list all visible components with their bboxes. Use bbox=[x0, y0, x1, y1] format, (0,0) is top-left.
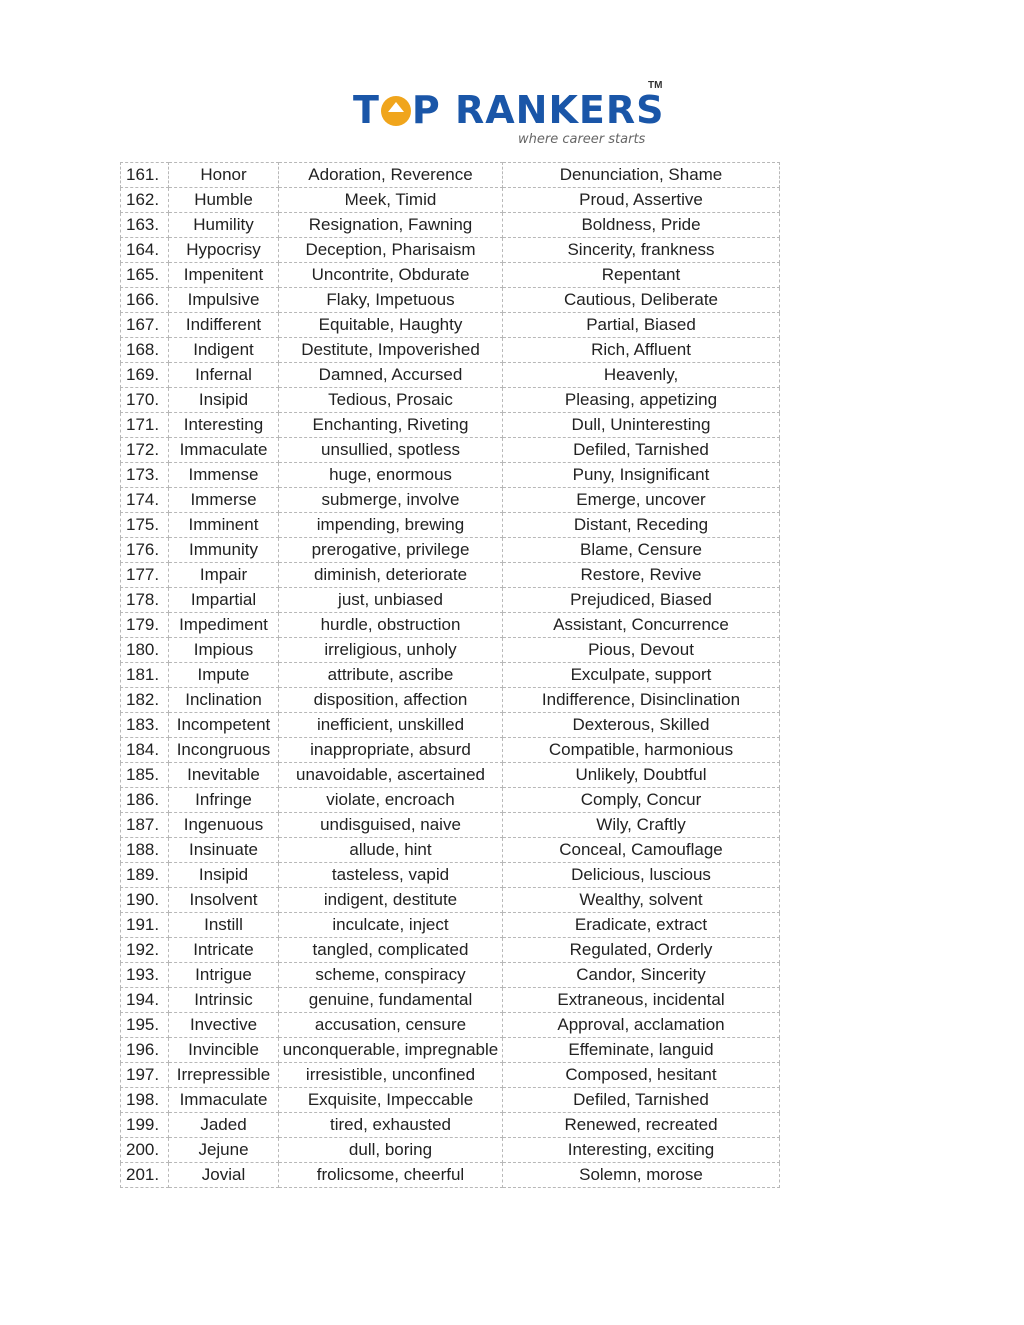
word-cell: Indigent bbox=[169, 338, 279, 363]
row-number: 188. bbox=[121, 838, 169, 863]
antonyms-cell: Eradicate, extract bbox=[503, 913, 780, 938]
word-cell: Immunity bbox=[169, 538, 279, 563]
antonyms-cell: Indifference, Disinclination bbox=[503, 688, 780, 713]
word-cell: Jejune bbox=[169, 1138, 279, 1163]
synonyms-cell: disposition, affection bbox=[279, 688, 503, 713]
word-cell: Insipid bbox=[169, 388, 279, 413]
table-row bbox=[121, 763, 780, 788]
word-cell: Inevitable bbox=[169, 763, 279, 788]
synonyms-cell: Damned, Accursed bbox=[279, 363, 503, 388]
row-number: 195. bbox=[121, 1013, 169, 1038]
antonyms-cell: Candor, Sincerity bbox=[503, 963, 780, 988]
antonyms-cell: Effeminate, languid bbox=[503, 1038, 780, 1063]
antonyms-cell: Repentant bbox=[503, 263, 780, 288]
synonyms-cell: irreligious, unholy bbox=[279, 638, 503, 663]
antonyms-cell: Puny, Insignificant bbox=[503, 463, 780, 488]
row-number: 193. bbox=[121, 963, 169, 988]
antonyms-cell: Heavenly, bbox=[503, 363, 780, 388]
synonyms-cell: violate, encroach bbox=[279, 788, 503, 813]
word-cell: Impair bbox=[169, 563, 279, 588]
antonyms-cell: Wily, Craftly bbox=[503, 813, 780, 838]
row-number: 183. bbox=[121, 713, 169, 738]
word-cell: Insolvent bbox=[169, 888, 279, 913]
antonyms-cell: Defiled, Tarnished bbox=[503, 438, 780, 463]
synonyms-cell: Tedious, Prosaic bbox=[279, 388, 503, 413]
toprankers-logo bbox=[350, 80, 680, 150]
row-number: 178. bbox=[121, 588, 169, 613]
row-number: 194. bbox=[121, 988, 169, 1013]
table-row bbox=[121, 488, 780, 513]
row-number: 187. bbox=[121, 813, 169, 838]
row-number: 173. bbox=[121, 463, 169, 488]
table-row bbox=[121, 1088, 780, 1113]
row-number: 174. bbox=[121, 488, 169, 513]
synonyms-cell: inappropriate, absurd bbox=[279, 738, 503, 763]
word-cell: Invincible bbox=[169, 1038, 279, 1063]
antonyms-cell: Conceal, Camouflage bbox=[503, 838, 780, 863]
logo-o-arrow-icon bbox=[381, 96, 411, 126]
antonyms-cell: Interesting, exciting bbox=[503, 1138, 780, 1163]
synonyms-cell: huge, enormous bbox=[279, 463, 503, 488]
synonyms-cell: Adoration, Reverence bbox=[279, 163, 503, 188]
synonyms-cell: allude, hint bbox=[279, 838, 503, 863]
row-number: 161. bbox=[121, 163, 169, 188]
synonyms-cell: Uncontrite, Obdurate bbox=[279, 263, 503, 288]
row-number: 163. bbox=[121, 213, 169, 238]
synonyms-cell: Deception, Pharisaism bbox=[279, 238, 503, 263]
word-cell: Humility bbox=[169, 213, 279, 238]
antonyms-cell: Defiled, Tarnished bbox=[503, 1088, 780, 1113]
antonyms-cell: Partial, Biased bbox=[503, 313, 780, 338]
table-row bbox=[121, 813, 780, 838]
row-number: 198. bbox=[121, 1088, 169, 1113]
row-number: 182. bbox=[121, 688, 169, 713]
table-row bbox=[121, 688, 780, 713]
synonyms-cell: prerogative, privilege bbox=[279, 538, 503, 563]
synonyms-cell: genuine, fundamental bbox=[279, 988, 503, 1013]
word-cell: Irrepressible bbox=[169, 1063, 279, 1088]
antonyms-cell: Proud, Assertive bbox=[503, 188, 780, 213]
antonyms-cell: Cautious, Deliberate bbox=[503, 288, 780, 313]
word-cell: Invective bbox=[169, 1013, 279, 1038]
table-row bbox=[121, 388, 780, 413]
row-number: 190. bbox=[121, 888, 169, 913]
table-row bbox=[121, 263, 780, 288]
table-row bbox=[121, 363, 780, 388]
table-row bbox=[121, 938, 780, 963]
word-cell: Incompetent bbox=[169, 713, 279, 738]
synonyms-cell: submerge, involve bbox=[279, 488, 503, 513]
synonyms-cell: tangled, complicated bbox=[279, 938, 503, 963]
antonyms-cell: Pleasing, appetizing bbox=[503, 388, 780, 413]
synonyms-cell: indigent, destitute bbox=[279, 888, 503, 913]
synonyms-cell: tired, exhausted bbox=[279, 1113, 503, 1138]
synonyms-cell: irresistible, unconfined bbox=[279, 1063, 503, 1088]
word-cell: Impute bbox=[169, 663, 279, 688]
word-cell: Impediment bbox=[169, 613, 279, 638]
word-cell: Insinuate bbox=[169, 838, 279, 863]
table-row bbox=[121, 213, 780, 238]
synonyms-cell: attribute, ascribe bbox=[279, 663, 503, 688]
word-cell: Jaded bbox=[169, 1113, 279, 1138]
vocabulary-table bbox=[120, 162, 780, 1188]
word-cell: Inclination bbox=[169, 688, 279, 713]
vocabulary-table-body bbox=[121, 163, 780, 1188]
row-number: 191. bbox=[121, 913, 169, 938]
word-cell: Interesting bbox=[169, 413, 279, 438]
row-number: 172. bbox=[121, 438, 169, 463]
antonyms-cell: Comply, Concur bbox=[503, 788, 780, 813]
row-number: 169. bbox=[121, 363, 169, 388]
word-cell: Impious bbox=[169, 638, 279, 663]
antonyms-cell: Denunciation, Shame bbox=[503, 163, 780, 188]
row-number: 177. bbox=[121, 563, 169, 588]
antonyms-cell: Unlikely, Doubtful bbox=[503, 763, 780, 788]
table-row bbox=[121, 888, 780, 913]
logo-tagline: where career starts bbox=[518, 132, 646, 147]
word-cell: Immense bbox=[169, 463, 279, 488]
table-row bbox=[121, 413, 780, 438]
table-row bbox=[121, 1013, 780, 1038]
table-row bbox=[121, 638, 780, 663]
table-row bbox=[121, 613, 780, 638]
logo-brand-prefix: T bbox=[353, 88, 380, 132]
antonyms-cell: Blame, Censure bbox=[503, 538, 780, 563]
antonyms-cell: Prejudiced, Biased bbox=[503, 588, 780, 613]
table-row bbox=[121, 438, 780, 463]
row-number: 166. bbox=[121, 288, 169, 313]
word-cell: Instill bbox=[169, 913, 279, 938]
word-cell: Immaculate bbox=[169, 1088, 279, 1113]
antonyms-cell: Assistant, Concurrence bbox=[503, 613, 780, 638]
word-cell: Immaculate bbox=[169, 438, 279, 463]
synonyms-cell: diminish, deteriorate bbox=[279, 563, 503, 588]
word-cell: Impenitent bbox=[169, 263, 279, 288]
antonyms-cell: Approval, acclamation bbox=[503, 1013, 780, 1038]
antonyms-cell: Rich, Affluent bbox=[503, 338, 780, 363]
word-cell: Honor bbox=[169, 163, 279, 188]
antonyms-cell: Renewed, recreated bbox=[503, 1113, 780, 1138]
word-cell: Immerse bbox=[169, 488, 279, 513]
row-number: 199. bbox=[121, 1113, 169, 1138]
row-number: 200. bbox=[121, 1138, 169, 1163]
table-row bbox=[121, 1113, 780, 1138]
table-row bbox=[121, 838, 780, 863]
row-number: 181. bbox=[121, 663, 169, 688]
row-number: 171. bbox=[121, 413, 169, 438]
antonyms-cell: Compatible, harmonious bbox=[503, 738, 780, 763]
word-cell: Ingenuous bbox=[169, 813, 279, 838]
table-row bbox=[121, 663, 780, 688]
synonyms-cell: dull, boring bbox=[279, 1138, 503, 1163]
table-row bbox=[121, 713, 780, 738]
row-number: 162. bbox=[121, 188, 169, 213]
synonyms-cell: Exquisite, Impeccable bbox=[279, 1088, 503, 1113]
antonyms-cell: Composed, hesitant bbox=[503, 1063, 780, 1088]
table-row bbox=[121, 513, 780, 538]
row-number: 170. bbox=[121, 388, 169, 413]
logo-brand-suffix: P RANKERS bbox=[411, 88, 665, 132]
row-number: 175. bbox=[121, 513, 169, 538]
table-row bbox=[121, 863, 780, 888]
row-number: 189. bbox=[121, 863, 169, 888]
table-row bbox=[121, 1163, 780, 1188]
row-number: 176. bbox=[121, 538, 169, 563]
table-row bbox=[121, 238, 780, 263]
synonyms-cell: Flaky, Impetuous bbox=[279, 288, 503, 313]
synonyms-cell: unsullied, spotless bbox=[279, 438, 503, 463]
synonyms-cell: unconquerable, impregnable bbox=[279, 1038, 503, 1063]
antonyms-cell: Solemn, morose bbox=[503, 1163, 780, 1188]
antonyms-cell: Wealthy, solvent bbox=[503, 888, 780, 913]
table-row bbox=[121, 463, 780, 488]
table-row bbox=[121, 188, 780, 213]
table-row bbox=[121, 563, 780, 588]
row-number: 196. bbox=[121, 1038, 169, 1063]
synonyms-cell: Resignation, Fawning bbox=[279, 213, 503, 238]
row-number: 179. bbox=[121, 613, 169, 638]
antonyms-cell: Sincerity, frankness bbox=[503, 238, 780, 263]
row-number: 192. bbox=[121, 938, 169, 963]
word-cell: Impartial bbox=[169, 588, 279, 613]
word-cell: Jovial bbox=[169, 1163, 279, 1188]
antonyms-cell: Exculpate, support bbox=[503, 663, 780, 688]
word-cell: Intricate bbox=[169, 938, 279, 963]
row-number: 197. bbox=[121, 1063, 169, 1088]
word-cell: Incongruous bbox=[169, 738, 279, 763]
word-cell: Impulsive bbox=[169, 288, 279, 313]
antonyms-cell: Dull, Uninteresting bbox=[503, 413, 780, 438]
table-row bbox=[121, 738, 780, 763]
word-cell: Imminent bbox=[169, 513, 279, 538]
table-row bbox=[121, 988, 780, 1013]
row-number: 167. bbox=[121, 313, 169, 338]
antonyms-cell: Emerge, uncover bbox=[503, 488, 780, 513]
table-row bbox=[121, 288, 780, 313]
table-row bbox=[121, 538, 780, 563]
row-number: 185. bbox=[121, 763, 169, 788]
table-row bbox=[121, 313, 780, 338]
row-number: 180. bbox=[121, 638, 169, 663]
synonyms-cell: Equitable, Haughty bbox=[279, 313, 503, 338]
synonyms-cell: inculcate, inject bbox=[279, 913, 503, 938]
word-cell: Indifferent bbox=[169, 313, 279, 338]
synonyms-cell: inefficient, unskilled bbox=[279, 713, 503, 738]
antonyms-cell: Dexterous, Skilled bbox=[503, 713, 780, 738]
synonyms-cell: Enchanting, Riveting bbox=[279, 413, 503, 438]
word-cell: Intrinsic bbox=[169, 988, 279, 1013]
table-row bbox=[121, 788, 780, 813]
antonyms-cell: Boldness, Pride bbox=[503, 213, 780, 238]
synonyms-cell: tasteless, vapid bbox=[279, 863, 503, 888]
antonyms-cell: Restore, Revive bbox=[503, 563, 780, 588]
antonyms-cell: Pious, Devout bbox=[503, 638, 780, 663]
row-number: 201. bbox=[121, 1163, 169, 1188]
table-row bbox=[121, 1063, 780, 1088]
table-row bbox=[121, 588, 780, 613]
word-cell: Infringe bbox=[169, 788, 279, 813]
logo-wordmark bbox=[353, 90, 665, 130]
table-row bbox=[121, 338, 780, 363]
row-number: 165. bbox=[121, 263, 169, 288]
word-cell: Infernal bbox=[169, 363, 279, 388]
word-cell: Humble bbox=[169, 188, 279, 213]
row-number: 186. bbox=[121, 788, 169, 813]
row-number: 184. bbox=[121, 738, 169, 763]
antonyms-cell: Regulated, Orderly bbox=[503, 938, 780, 963]
row-number: 164. bbox=[121, 238, 169, 263]
word-cell: Hypocrisy bbox=[169, 238, 279, 263]
table-row bbox=[121, 913, 780, 938]
synonyms-cell: impending, brewing bbox=[279, 513, 503, 538]
synonyms-cell: unavoidable, ascertained bbox=[279, 763, 503, 788]
synonyms-cell: hurdle, obstruction bbox=[279, 613, 503, 638]
word-cell: Intrigue bbox=[169, 963, 279, 988]
synonyms-cell: frolicsome, cheerful bbox=[279, 1163, 503, 1188]
table-row bbox=[121, 963, 780, 988]
synonyms-cell: Meek, Timid bbox=[279, 188, 503, 213]
table-row bbox=[121, 1038, 780, 1063]
word-cell: Insipid bbox=[169, 863, 279, 888]
synonyms-cell: just, unbiased bbox=[279, 588, 503, 613]
synonyms-cell: scheme, conspiracy bbox=[279, 963, 503, 988]
table-row bbox=[121, 1138, 780, 1163]
row-number: 168. bbox=[121, 338, 169, 363]
table-row bbox=[121, 163, 780, 188]
trademark-mark: TM bbox=[648, 80, 663, 91]
synonyms-cell: undisguised, naive bbox=[279, 813, 503, 838]
synonyms-cell: Destitute, Impoverished bbox=[279, 338, 503, 363]
antonyms-cell: Delicious, luscious bbox=[503, 863, 780, 888]
synonyms-cell: accusation, censure bbox=[279, 1013, 503, 1038]
antonyms-cell: Extraneous, incidental bbox=[503, 988, 780, 1013]
antonyms-cell: Distant, Receding bbox=[503, 513, 780, 538]
